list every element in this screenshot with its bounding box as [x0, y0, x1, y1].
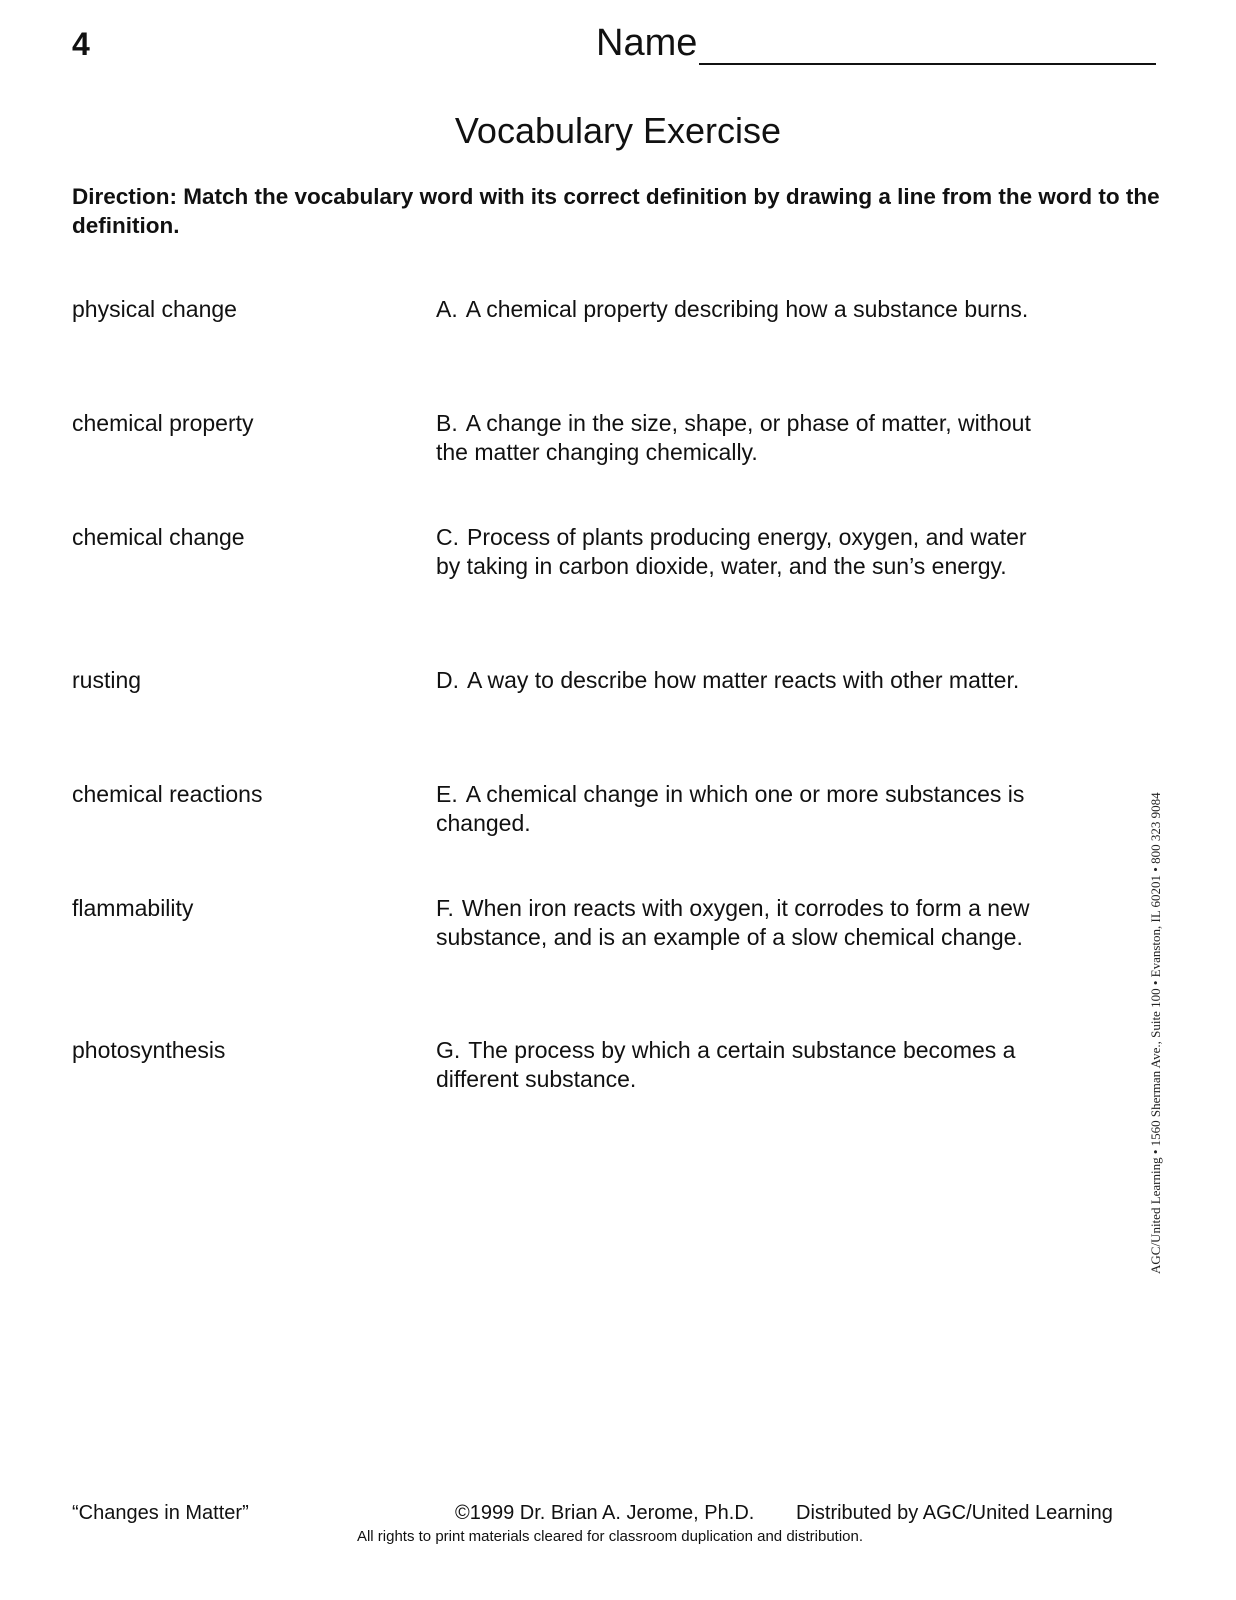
name-label: Name — [596, 22, 698, 64]
vocab-definition — [436, 295, 1036, 324]
page-title: Vocabulary Exercise — [454, 110, 782, 151]
definition-letter: D. — [436, 667, 459, 693]
definition-letter: A. — [436, 296, 458, 322]
definition-letter: E. — [436, 781, 458, 807]
footer-rights: All rights to print materials cleared for classroom duplication and distribution. — [356, 1528, 864, 1545]
vocab-term: flammability — [72, 895, 194, 921]
name-field[interactable] — [596, 22, 1156, 65]
definition-text: A way to describe how matter reacts with other matter. — [467, 667, 1020, 693]
vocab-definition — [436, 666, 1036, 695]
definition-text: A chemical property describing how a substance burns. — [465, 296, 1029, 322]
vocab-term: photosynthesis — [72, 1037, 226, 1063]
vocab-definition — [436, 409, 1036, 467]
footer-copyright: ©1999 Dr. Brian A. Jerome, Ph.D. — [455, 1502, 755, 1524]
definition-letter: B. — [436, 410, 458, 436]
definition-text: Process of plants producing energy, oxygen, and water by taking in carbon dioxide, water, and the sun’s energy. — [436, 524, 1027, 579]
vocab-term: physical change — [72, 296, 237, 322]
vocab-term: chemical property — [72, 410, 254, 436]
footer-distributor: Distributed by AGC/United Learning — [796, 1502, 1113, 1524]
publisher-address-imprint: AGC/United Learning • 1560 Sherman Ave., Suite 100 • Evanston, IL 60201 • 800 323 9084 — [1148, 792, 1163, 1274]
vocab-definition — [436, 894, 1036, 952]
definition-text: A chemical change in which one or more substances is changed. — [436, 781, 1025, 836]
footer-title: “Changes in Matter” — [72, 1502, 249, 1524]
page-number: 4 — [72, 26, 90, 62]
definition-letter: G. — [436, 1037, 461, 1063]
vocab-definition — [436, 523, 1036, 581]
name-blank-line[interactable] — [699, 31, 1156, 65]
vocab-term: chemical reactions — [72, 781, 263, 807]
definition-letter: F. — [436, 895, 454, 921]
definition-text: A change in the size, shape, or phase of matter, without the matter changing chemically. — [436, 410, 1031, 465]
definition-text: The process by which a certain substance becomes a different substance. — [436, 1037, 1016, 1092]
vocab-term: chemical change — [72, 524, 245, 550]
directions-text: Direction: Match the vocabulary word with its correct definition by drawing a line from the word to the definition. — [72, 184, 1160, 238]
vocab-term: rusting — [72, 667, 142, 693]
definition-letter: C. — [436, 524, 459, 550]
definition-text: When iron reacts with oxygen, it corrodes to form a new substance, and is an example of a slow chemical change. — [436, 895, 1030, 950]
vocab-definition — [436, 780, 1036, 838]
vocab-definition — [436, 1036, 1036, 1094]
